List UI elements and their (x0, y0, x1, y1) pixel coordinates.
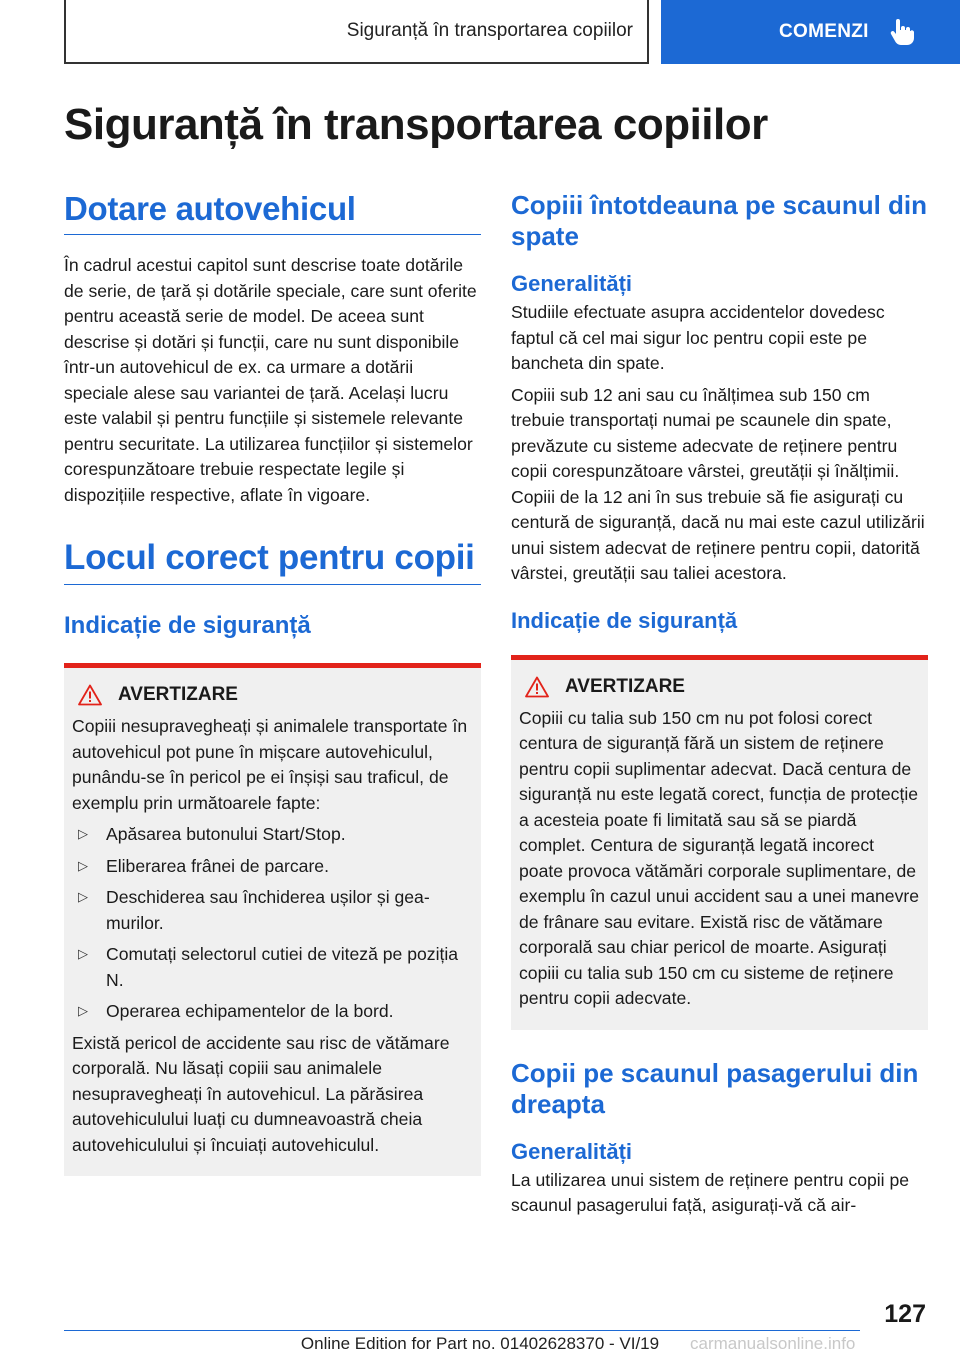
warning-list-left (72, 822, 473, 1025)
list-item: ▷ Operarea echipamentelor de la bord. (72, 999, 473, 1025)
warning-header-right (519, 676, 920, 698)
paragraph-generalitati-2: La utilizarea unui sistem de reținere pentru copii pe scaunul pasagerului față, asigurați-vă că air- (511, 1169, 910, 1215)
warning-triangle-icon (78, 684, 102, 706)
tab-comenzi[interactable] (661, 0, 960, 64)
left-column (64, 190, 481, 1176)
warning-box-left (64, 663, 481, 1176)
list-item: ▷ Eliberarea frânei de parcare. (72, 854, 473, 880)
heading-copii-spate: Copiii întotdeauna pe scaunul din spate (511, 190, 928, 251)
warning-triangle-icon (525, 676, 549, 698)
heading-indicatie-siguranta-right: Indicație de siguranță (511, 607, 738, 633)
warning-box-right (511, 655, 928, 1030)
list-item: ▷ Apăsarea butonului Start/Stop. (72, 822, 473, 848)
heading-indicatie-siguranta-left: Indicație de siguranță (64, 612, 311, 639)
header-section-box (64, 0, 649, 64)
heading-generalitati-1: Generalități (511, 271, 633, 296)
header-section-title: Siguranță în transportarea copiilor (346, 20, 633, 41)
warning-title-right: AVERTIZARE (565, 675, 685, 697)
heading-generalitati-2: Generalități (511, 1138, 633, 1164)
list-item: ▷ Comutați selectorul cutiei de viteză pe poziția N. (72, 942, 473, 993)
watermark: carmanualsonline.info (690, 1334, 856, 1353)
heading-locul-corect: Locul corect pentru copii (64, 538, 481, 585)
heading-dotare-autovehicul: Dotare autovehicul (64, 190, 481, 235)
warning-title-left: AVERTIZARE (118, 684, 238, 705)
right-column (511, 190, 928, 1219)
warning-outro-left: Există pericol de accidente sau risc de vătămare corporală. Nu lăsați copiii sau animalele nesupravegheați în autovehicul. La părăsirea autovehiculului luați cu dumneavoastră cheia autovehiculului și încuiați autovehiculul. (72, 1032, 450, 1155)
footer-edition: Online Edition for Part no. 01402628370 - VI/19 (300, 1334, 660, 1353)
footer-divider (64, 1330, 860, 1331)
warning-header-left (72, 684, 473, 706)
page-number: 127 (884, 1300, 926, 1328)
list-item: ▷ Deschiderea sau închiderea ușilor și geamurilor. (72, 885, 473, 936)
warning-intro-left: Copiii nesupravegheați și animalele transportate în autovehicul pot pune în mișcare autovehiculul, punându-se în pericol pe ei înșiși sau traficul, de exemplu prin următoarele fapte: (72, 716, 468, 813)
page-title: Siguranță în transportarea copiilor (64, 100, 768, 149)
paragraph-generalitati-1a: Studiile efectuate asupra accidentelor dovedesc faptul că cel mai sigur loc pentru copii este pe bancheta din spate. (511, 302, 885, 373)
heading-copii-pasager: Copii pe scaunul pasagerului din dreapta (511, 1057, 919, 1119)
paragraph-dotare: În cadrul acestui capitol sunt descrise toate dotările de serie, de țară și dotările speciale, care sunt oferite pentru această serie de model. De aceea sunt descrise și dotări și funcții, care nu sunt disponibile într-un autovehicul de ex. ca urmare a dotării speciale alese sau variantei de țară. Același lucru este valabil și pentru funcțiile și sistemele relevante pentru securitate. La utilizarea funcțiilor și sistemelor corespunzătoare trebuie respectate legile și dispozițiile respective, aflate în vigoare. (64, 255, 477, 505)
warning-text-right: Copiii cu talia sub 150 cm nu pot folosi corect centura de siguranță fără un sistem de reținere pentru copii suplimentar adecvat. Dacă centura de siguranță nu este legată corect, funcția de protecție a acesteia poate fi limitată sau să se piardă complet. Centura de siguranță legată incorect poate provoca vătămări corporale suplimentare, de exemplu în cazul unui accident sau a unei manevre de frânare sau evitare. Există risc de vătămare corporală sau chiar pericol de moarte. Asigurați copiii cu talia sub 150 cm cu sisteme de reținere pentru copii adecvate. (519, 707, 920, 1008)
tab-comenzi-label: COMENZI (779, 21, 869, 42)
paragraph-generalitati-1b: Copiii sub 12 ani sau cu înălțimea sub 150 cm trebuie transportați numai pe scaunele din spate, prevăzute cu sisteme adecvate de reținere pentru copii corespunzătoare vârstei, greutății și înălțimii. Copiii de la 12 ani în sus trebuie să fie asigurați cu centură de siguranță, dacă nu mai este cazul utilizării unui sistem adecvat de reținere pentru copii, datorită vârstei, greutății sau taliei acestora. (511, 384, 925, 583)
hand-pointer-icon (889, 18, 915, 46)
